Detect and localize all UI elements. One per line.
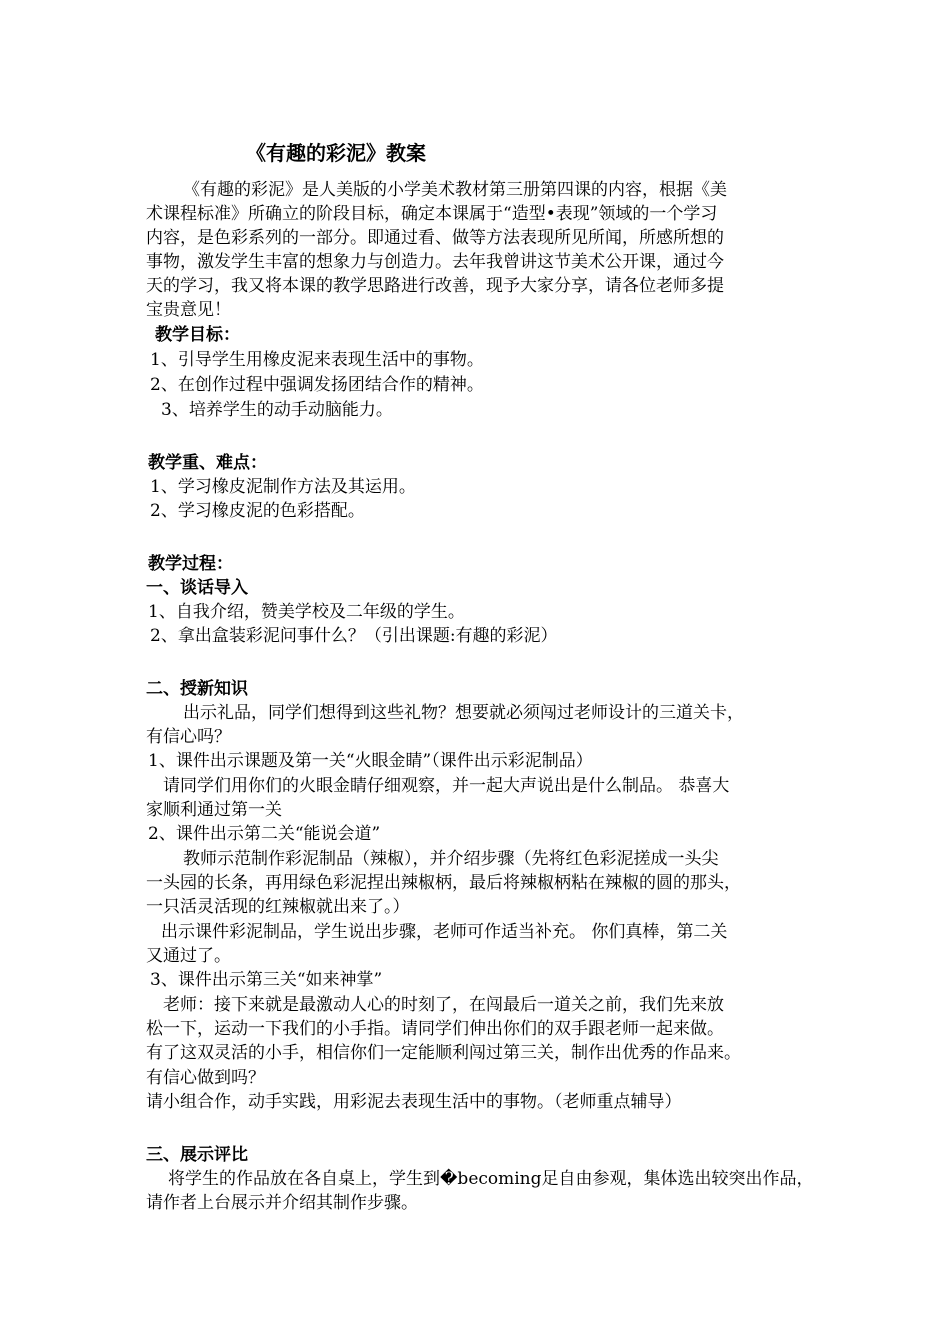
section-line: 松一下，运动一下我们的小手指。请同学们伸出你们的双手跟老师一起来做。 <box>146 1019 724 1039</box>
section-line: 教师示范制作彩泥制品（辣椒），并介绍步骤（先将红色彩泥搓成一头尖 <box>183 849 719 869</box>
key-points-heading: 教学重、难点： <box>148 453 267 473</box>
goal-item: 1、引导学生用橡皮泥来表现生活中的事物。 <box>150 350 484 370</box>
section-line: 将学生的作品放在各自桌上，学生到�becoming足自由参观，集体选出较突出作品， <box>168 1169 814 1189</box>
key-point-item: 1、学习橡皮泥制作方法及其运用。 <box>150 477 416 497</box>
intro-line: 宝贵意见！ <box>146 300 231 320</box>
section-line: 又通过了。 <box>146 946 231 966</box>
page-title: 《有趣的彩泥》教案 <box>246 141 426 165</box>
section-line: 请小组合作，动手实践，用彩泥去表现生活中的事物。（老师重点辅导） <box>146 1092 682 1112</box>
intro-line: 《有趣的彩泥》是人美版的小学美术教材第三册第四课的内容，根据《美 <box>183 180 727 200</box>
intro-line: 天的学习，我又将本课的教学思路进行改善，现予大家分享，请各位老师多提 <box>146 276 724 296</box>
section-line: 出示课件彩泥制品，学生说出步骤，老师可作适当补充。 你们真棒，第二关 <box>161 922 728 942</box>
section-line: 请作者上台展示并介绍其制作步骤。 <box>146 1193 418 1213</box>
section-line: 有信心吗？ <box>146 727 231 747</box>
section-item: 2、拿出盒装彩泥问事什么？（引出课题:有趣的彩泥） <box>150 626 558 646</box>
section-line: 一只活灵活现的红辣椒就出来了。） <box>146 897 410 917</box>
section-line: 2、课件出示第二关“能说会道” <box>148 824 381 844</box>
goals-heading: 教学目标： <box>155 325 240 345</box>
section-item: 1、自我介绍，赞美学校及二年级的学生。 <box>148 602 465 622</box>
intro-line: 事物，激发学生丰富的想象力与创造力。去年我曾讲这节美术公开课，通过今 <box>146 252 724 272</box>
process-heading: 教学过程： <box>148 554 233 574</box>
section-heading: 一、谈话导入 <box>146 578 248 598</box>
section-line: 老师：接下来就是最激动人心的时刻了，在闯最后一道关之前，我们先来放 <box>163 995 724 1015</box>
section-line: 有信心做到吗？ <box>146 1068 265 1088</box>
section-heading: 二、授新知识 <box>146 679 248 699</box>
section-line: 3、课件出示第三关“如来神掌” <box>150 970 383 990</box>
section-line: 请同学们用你们的火眼金睛仔细观察，并一起大声说出是什么制品。 恭喜大 <box>163 776 730 796</box>
section-line: 1、课件出示课题及第一关“火眼金睛”（课件出示彩泥制品） <box>148 751 593 771</box>
goal-item: 2、在创作过程中强调发扬团结合作的精神。 <box>150 375 484 395</box>
section-heading: 三、展示评比 <box>146 1145 248 1165</box>
intro-line: 内容，是色彩系列的一部分。即通过看、做等方法表现所见所闻，所感所想的 <box>146 228 724 248</box>
section-line: 出示礼品，同学们想得到这些礼物？想要就必须闯过老师设计的三道关卡， <box>183 703 744 723</box>
section-line: 一头园的长条，再用绿色彩泥捏出辣椒柄，最后将辣椒柄粘在辣椒的圆的那头， <box>146 873 741 893</box>
key-point-item: 2、学习橡皮泥的色彩搭配。 <box>150 501 365 521</box>
section-line: 家顺利通过第一关 <box>146 800 282 820</box>
section-line: 有了这双灵活的小手，相信你们一定能顺利闯过第三关，制作出优秀的作品来。 <box>146 1043 741 1063</box>
intro-line: 术课程标准》所确立的阶段目标，确定本课属于“造型•表现”领域的一个学习 <box>146 204 718 224</box>
goal-item: 3、培养学生的动手动脑能力。 <box>161 400 393 420</box>
